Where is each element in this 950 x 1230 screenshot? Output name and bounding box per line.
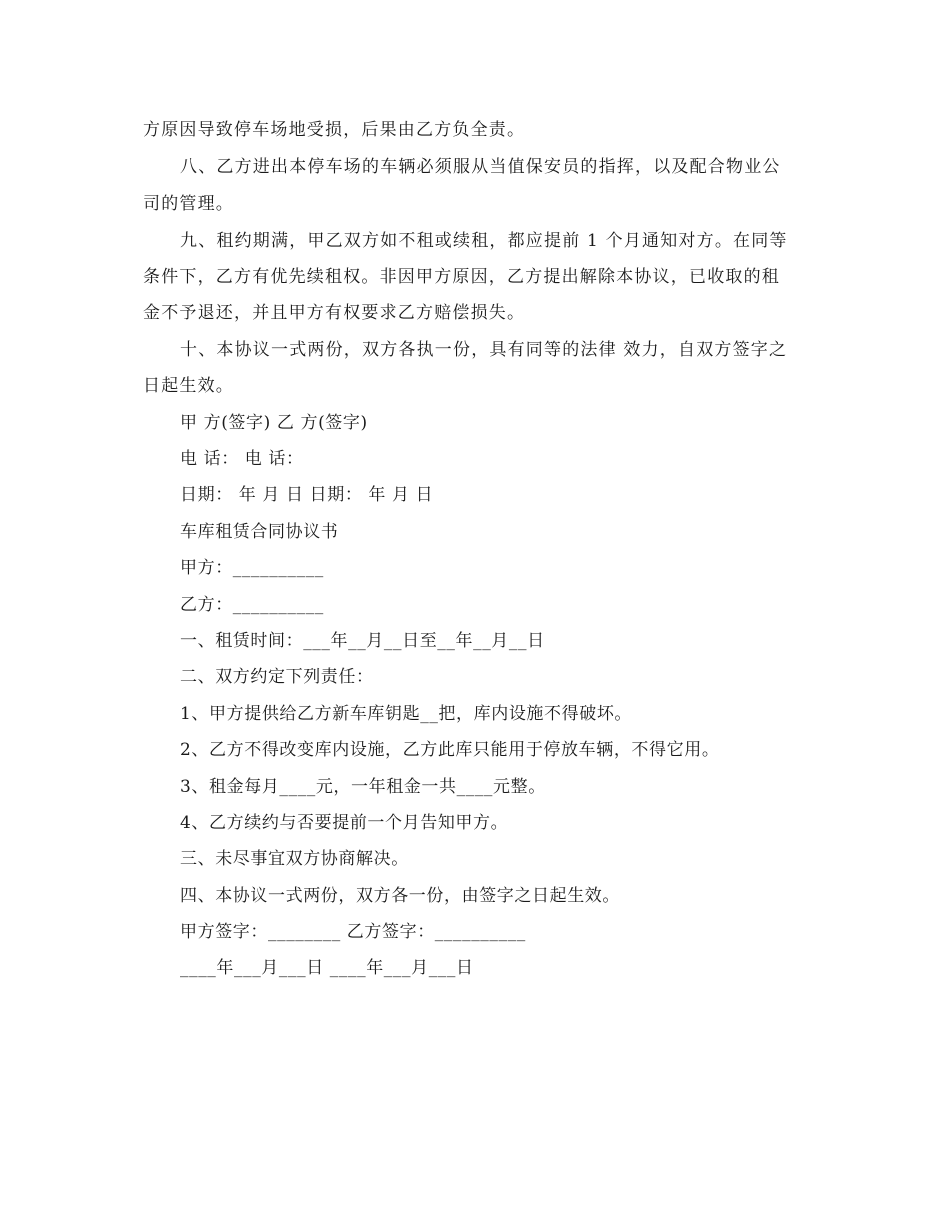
clause-10-line-2: 日起生效。	[143, 376, 234, 396]
party-b-field: 乙方：__________	[180, 595, 324, 615]
contract-title: 车库租赁合同协议书	[180, 522, 339, 542]
responsibilities-heading: 二、双方约定下列责任：	[180, 667, 374, 687]
clause-4-copies: 四、本协议一式两份，双方各一份，由签字之日起生效。	[180, 886, 620, 906]
signature-labels: 甲 方(签字) 乙 方(签字)	[180, 413, 368, 433]
date-labels: 日期： 年 月 日 日期： 年 月 日	[180, 485, 434, 505]
clause-8-line-1: 八、乙方进出本停车场的车辆必须服从当值保安员的指挥，以及配合物业公	[180, 157, 781, 177]
responsibility-1: 1、甲方提供给乙方新车库钥匙__把，库内设施不得破坏。	[180, 704, 633, 724]
lease-period: 一、租赁时间：___年__月__日至__年__月__日	[180, 631, 545, 651]
clause-9-line-1: 九、租约期满，甲乙双方如不租或续租，都应提前 1 个月通知对方。在同等	[180, 231, 788, 251]
paragraph-7-continuation: 方原因导致停车场地受损，后果由乙方负全责。	[143, 120, 526, 140]
clause-9-line-3: 金不予退还，并且甲方有权要求乙方赔偿损失。	[143, 303, 526, 323]
clause-8-line-2: 司的管理。	[143, 194, 234, 214]
party-a-field: 甲方：__________	[180, 558, 324, 578]
signature-fields: 甲方签字：________ 乙方签字：__________	[180, 922, 526, 942]
signature-dates: ____年___月___日 ____年___月___日	[180, 958, 474, 978]
responsibility-4: 4、乙方续约与否要提前一个月告知甲方。	[180, 813, 509, 833]
clause-3-other-matters: 三、未尽事宜双方协商解决。	[180, 849, 409, 869]
clause-10-line-1: 十、本协议一式两份，双方各执一份，具有同等的法律 效力，自双方签字之	[180, 340, 788, 360]
clause-9-line-2: 条件下，乙方有优先续租权。非因甲方原因，乙方提出解除本协议，已收取的租	[143, 267, 780, 287]
responsibility-3: 3、租金每月____元，一年租金一共____元整。	[180, 777, 546, 797]
responsibility-2: 2、乙方不得改变库内设施，乙方此库只能用于停放车辆，不得它用。	[180, 740, 720, 760]
phone-labels: 电 话： 电 话：	[180, 449, 304, 469]
